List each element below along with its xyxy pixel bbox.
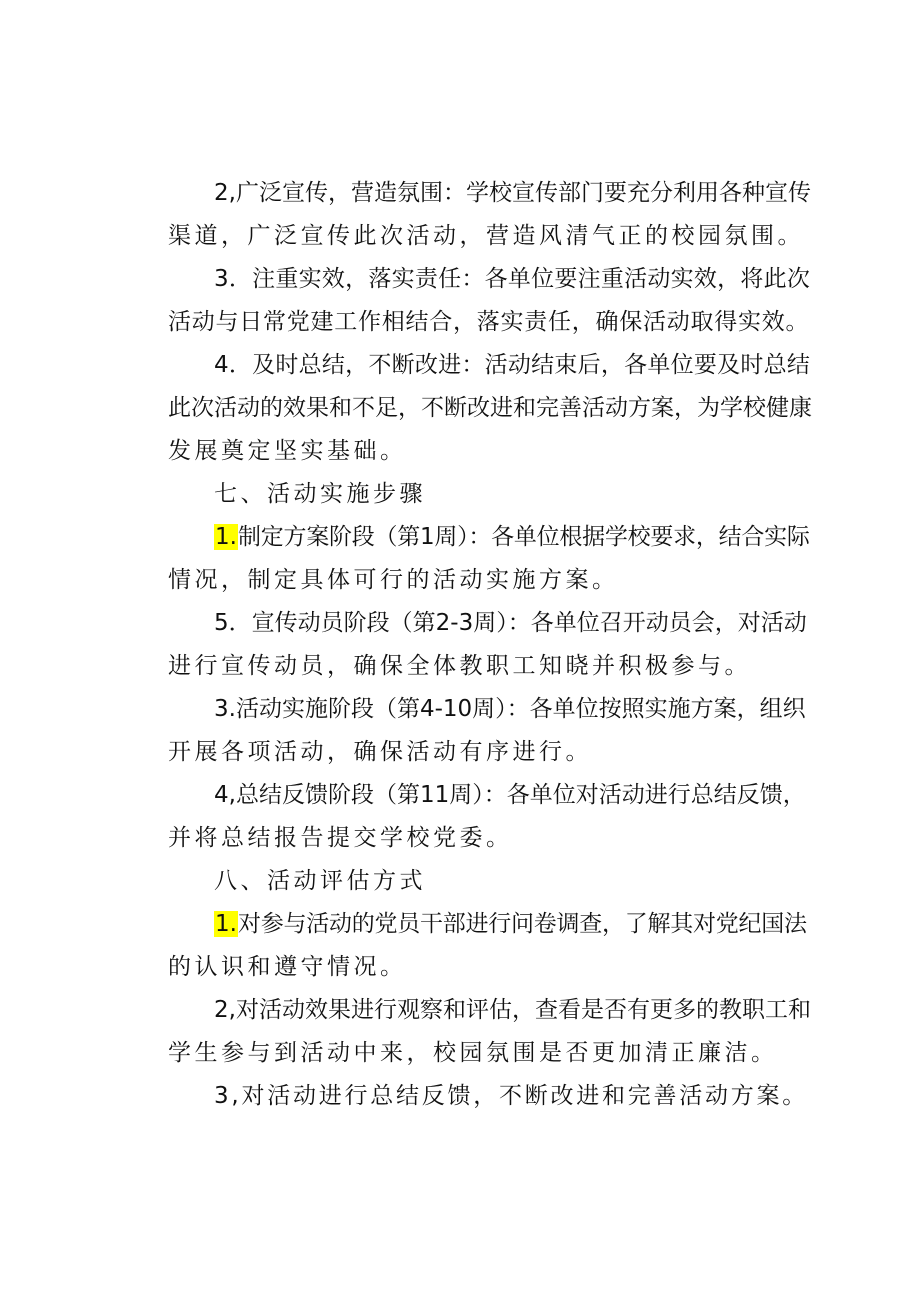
text-line: 3.活动实施阶段（第4-10周）：各单位按照实施方案，组织 [214,696,806,722]
highlighted-number: 1. [215,524,237,550]
text-line: 并将总结报告提交学校党委。 [168,825,513,851]
text-line: 3．注重实效，落实责任：各单位要注重活动实效，将此次 [214,266,811,292]
section-heading-implementation [122,473,812,516]
paragraph-summary [122,344,812,473]
text-line: 渠道，广泛宣传此次活动，营造风清气正的校园氛围。 [168,223,804,249]
section-heading-evaluation [122,860,812,903]
paragraph-mobilization-stage [122,602,812,688]
paragraph-implementation-stage [122,688,812,774]
text-line: 发展奠定坚实基础。 [168,438,407,464]
paragraph-observation [122,989,812,1075]
text-line: 2,对活动效果进行观察和评估，查看是否有更多的教职工和 [214,997,811,1023]
section-heading: 八、活动评估方式 [214,868,426,894]
text-line: 5．宣传动员阶段（第2-3周）：各单位召开动员会，对活动 [214,610,807,636]
paragraph-survey [122,903,812,989]
paragraph-plan-stage [122,516,812,602]
text-line-rest: 制定方案阶段（第1周）：各单位根据学校要求，结合实际 [237,524,810,550]
paragraph-publicity [122,172,812,258]
paragraph-feedback-stage [122,774,812,860]
text-line: 此次活动的效果和不足，不断改进和完善活动方案，为学校健康 [168,395,812,421]
text-line: 活动与日常党建工作相结合，落实责任，确保活动取得实效。 [168,309,810,335]
text-line-rest: 对参与活动的党员干部进行问卷调查，了解其对党纪国法 [237,911,807,937]
text-line: 学生参与到活动中来，校园氛围是否更加清正廉洁。 [168,1040,778,1066]
text-line: 3,对活动进行总结反馈，不断改进和完善活动方案。 [214,1083,808,1109]
text-line: 2,广泛宣传，营造氛围：学校宣传部门要充分利用各种宣传 [214,180,811,206]
text-line: 开展各项活动，确保活动有序进行。 [168,739,592,765]
text-line: 4,总结反馈阶段（第11周）：各单位对活动进行总结反馈， [214,782,806,808]
text-line [122,903,812,946]
text-line: 进行宣传动员，确保全体教职工知晓并积极参与。 [168,653,751,679]
text-line [122,516,812,559]
text-line: 4．及时总结，不断改进：活动结束后，各单位要及时总结 [214,352,811,378]
document-body [122,172,812,1118]
text-line: 的认识和遵守情况。 [168,954,407,980]
paragraph-effectiveness [122,258,812,344]
section-heading: 七、活动实施步骤 [214,481,426,507]
highlighted-number: 1. [215,911,237,937]
paragraph-feedback [122,1075,812,1118]
text-line: 情况，制定具体可行的活动实施方案。 [168,567,619,593]
